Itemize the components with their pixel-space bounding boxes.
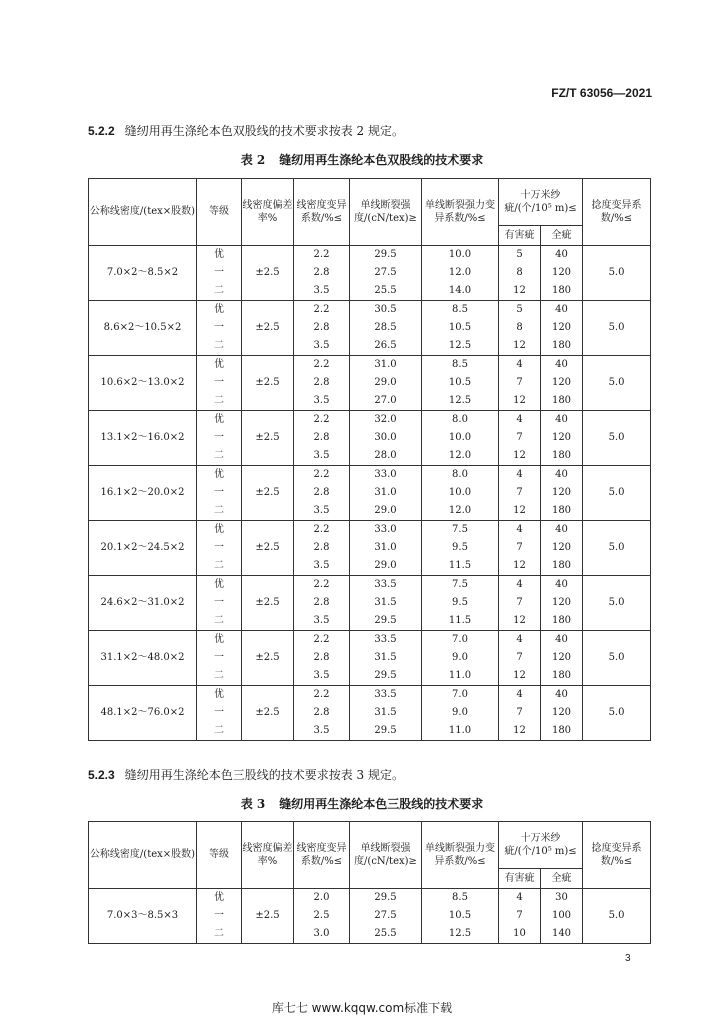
strength-cv-cell: 10.0 <box>422 429 499 447</box>
neps-harmful-cell: 4 <box>499 411 541 430</box>
table3-header <box>89 822 651 889</box>
strength-cv-cell: 7.0 <box>422 631 499 650</box>
table-row <box>89 889 651 908</box>
strength-cv-cell: 8.5 <box>422 301 499 320</box>
grade-cell: 优 <box>197 889 242 908</box>
col-neps-header: 十万米纱疵/(个/10⁵ m)≤ <box>499 822 583 869</box>
twist-cv-cell: 5.0 <box>583 246 651 301</box>
density-cell: 48.1×2～76.0×2 <box>89 686 197 741</box>
cv-cell: 3.5 <box>294 447 350 466</box>
neps-harmful-cell: 12 <box>499 612 541 631</box>
neps-harmful-cell: 12 <box>499 282 541 301</box>
twist-cv-cell: 5.0 <box>583 411 651 466</box>
table-row <box>89 301 651 320</box>
strength-cv-cell: 8.0 <box>422 411 499 430</box>
clause-number: 5.2.2 <box>88 124 115 138</box>
neps-total-cell: 40 <box>541 631 583 650</box>
cv-cell: 3.5 <box>294 337 350 356</box>
neps-harmful-cell: 12 <box>499 392 541 411</box>
strength-cell: 31.5 <box>350 704 422 722</box>
table3-caption <box>0 795 724 812</box>
neps-total-cell: 180 <box>541 337 583 356</box>
col-strength-cv-header: 单线断裂强力变异系数/%≤ <box>422 822 499 889</box>
neps-harmful-cell: 7 <box>499 907 541 925</box>
strength-cv-cell: 12.0 <box>422 447 499 466</box>
neps-total-cell: 180 <box>541 612 583 631</box>
strength-cell: 29.0 <box>350 374 422 392</box>
col-neps-header: 十万米纱疵/(个/10⁵ m)≤ <box>499 179 583 226</box>
strength-cell: 31.5 <box>350 594 422 612</box>
neps-harmful-cell: 4 <box>499 576 541 595</box>
neps-total-cell: 180 <box>541 557 583 576</box>
neps-total-cell: 40 <box>541 411 583 430</box>
strength-cv-cell: 9.5 <box>422 594 499 612</box>
clause-text: 缝纫用再生涤纶本色三股线的技术要求按表 3 规定。 <box>124 768 404 782</box>
neps-harmful-cell: 7 <box>499 594 541 612</box>
cv-cell: 3.5 <box>294 502 350 521</box>
strength-cv-cell: 8.0 <box>422 466 499 485</box>
deviation-cell: ±2.5 <box>242 521 294 576</box>
deviation-cell: ±2.5 <box>242 246 294 301</box>
neps-total-cell: 40 <box>541 686 583 705</box>
neps-total-cell: 180 <box>541 502 583 521</box>
strength-cv-cell: 12.5 <box>422 925 499 944</box>
strength-cv-cell: 11.5 <box>422 557 499 576</box>
strength-cell: 25.5 <box>350 925 422 944</box>
cv-cell: 2.2 <box>294 631 350 650</box>
col-strength-cv-header: 单线断裂强力变异系数/%≤ <box>422 179 499 246</box>
strength-cv-cell: 10.5 <box>422 374 499 392</box>
strength-cell: 29.5 <box>350 722 422 741</box>
strength-cv-cell: 10.0 <box>422 246 499 265</box>
table3-body <box>89 889 651 944</box>
density-cell: 20.1×2～24.5×2 <box>89 521 197 576</box>
neps-total-cell: 40 <box>541 356 583 375</box>
density-cell: 24.6×2～31.0×2 <box>89 576 197 631</box>
cv-cell: 3.5 <box>294 392 350 411</box>
strength-cell: 33.0 <box>350 521 422 540</box>
cv-cell: 2.2 <box>294 686 350 705</box>
table3-title: 缝纫用再生涤纶本色三股线的技术要求 <box>279 797 484 811</box>
neps-harmful-cell: 4 <box>499 521 541 540</box>
neps-harmful-cell: 7 <box>499 429 541 447</box>
cv-cell: 3.5 <box>294 282 350 301</box>
neps-total-cell: 180 <box>541 282 583 301</box>
grade-cell: 二 <box>197 392 242 411</box>
col-density-header: 公称线密度/(tex×股数) <box>89 822 197 889</box>
strength-cell: 31.0 <box>350 539 422 557</box>
twist-cv-cell: 5.0 <box>583 466 651 521</box>
grade-cell: 优 <box>197 411 242 430</box>
grade-cell: 优 <box>197 246 242 265</box>
grade-cell: 二 <box>197 667 242 686</box>
col-neps-total-header: 全疵 <box>541 869 583 889</box>
col-grade-header: 等级 <box>197 822 242 889</box>
cv-cell: 2.8 <box>294 484 350 502</box>
neps-harmful-cell: 4 <box>499 889 541 908</box>
grade-cell: 二 <box>197 447 242 466</box>
neps-harmful-cell: 12 <box>499 337 541 356</box>
strength-cv-cell: 12.0 <box>422 264 499 282</box>
cv-cell: 3.5 <box>294 722 350 741</box>
neps-total-cell: 180 <box>541 667 583 686</box>
cv-cell: 2.8 <box>294 374 350 392</box>
strength-cell: 33.5 <box>350 631 422 650</box>
cv-cell: 2.2 <box>294 301 350 320</box>
grade-cell: 优 <box>197 356 242 375</box>
twist-cv-cell: 5.0 <box>583 631 651 686</box>
cv-cell: 2.8 <box>294 594 350 612</box>
table2-label: 表 2 <box>240 153 266 167</box>
grade-cell: 优 <box>197 631 242 650</box>
col-neps-harmful-header: 有害疵 <box>499 869 541 889</box>
neps-total-cell: 40 <box>541 301 583 320</box>
neps-harmful-cell: 8 <box>499 264 541 282</box>
neps-harmful-cell: 4 <box>499 466 541 485</box>
neps-total-cell: 40 <box>541 246 583 265</box>
cv-cell: 2.8 <box>294 539 350 557</box>
col-cv-header: 线密度变异系数/%≤ <box>294 179 350 246</box>
density-cell: 7.0×2～8.5×2 <box>89 246 197 301</box>
neps-total-cell: 140 <box>541 925 583 944</box>
deviation-cell: ±2.5 <box>242 631 294 686</box>
neps-total-cell: 40 <box>541 466 583 485</box>
cv-cell: 2.8 <box>294 429 350 447</box>
cv-cell: 2.8 <box>294 264 350 282</box>
cv-cell: 3.5 <box>294 667 350 686</box>
twist-cv-cell: 5.0 <box>583 356 651 411</box>
neps-harmful-cell: 7 <box>499 484 541 502</box>
strength-cell: 29.5 <box>350 667 422 686</box>
neps-harmful-cell: 12 <box>499 557 541 576</box>
strength-cell: 28.5 <box>350 319 422 337</box>
neps-harmful-cell: 4 <box>499 686 541 705</box>
neps-total-cell: 40 <box>541 576 583 595</box>
grade-cell: 一 <box>197 319 242 337</box>
strength-cell: 31.0 <box>350 484 422 502</box>
table-row <box>89 521 651 540</box>
strength-cell: 25.5 <box>350 282 422 301</box>
col-twist-header: 捻度变异系数/%≤ <box>583 179 651 246</box>
table2-header <box>89 179 651 246</box>
strength-cv-cell: 11.5 <box>422 612 499 631</box>
deviation-cell: ±2.5 <box>242 356 294 411</box>
neps-total-cell: 120 <box>541 649 583 667</box>
strength-cell: 28.0 <box>350 447 422 466</box>
deviation-cell: ±2.5 <box>242 576 294 631</box>
grade-cell: 二 <box>197 337 242 356</box>
neps-harmful-cell: 10 <box>499 925 541 944</box>
neps-total-cell: 120 <box>541 484 583 502</box>
strength-cell: 31.0 <box>350 356 422 375</box>
col-density-header: 公称线密度/(tex×股数) <box>89 179 197 246</box>
strength-cv-cell: 9.0 <box>422 649 499 667</box>
density-cell: 16.1×2～20.0×2 <box>89 466 197 521</box>
table3 <box>88 821 651 944</box>
table-row <box>89 411 651 430</box>
page-number: 3 <box>625 953 631 964</box>
grade-cell: 一 <box>197 374 242 392</box>
neps-total-cell: 120 <box>541 704 583 722</box>
table2-body <box>89 246 651 741</box>
table2-caption <box>0 151 724 168</box>
clause-5-2-3 <box>88 766 404 783</box>
cv-cell: 2.8 <box>294 704 350 722</box>
cv-cell: 2.2 <box>294 246 350 265</box>
col-strength-header: 单线断裂强度/(cN/tex)≥ <box>350 822 422 889</box>
table3-label: 表 3 <box>240 797 266 811</box>
strength-cell: 29.5 <box>350 612 422 631</box>
strength-cell: 32.0 <box>350 411 422 430</box>
neps-harmful-cell: 7 <box>499 374 541 392</box>
cv-cell: 2.2 <box>294 576 350 595</box>
strength-cv-cell: 14.0 <box>422 282 499 301</box>
grade-cell: 二 <box>197 722 242 741</box>
clause-number: 5.2.3 <box>88 768 115 782</box>
table-row <box>89 576 651 595</box>
neps-total-cell: 180 <box>541 447 583 466</box>
cv-cell: 2.5 <box>294 907 350 925</box>
grade-cell: 一 <box>197 484 242 502</box>
neps-harmful-cell: 5 <box>499 301 541 320</box>
grade-cell: 优 <box>197 686 242 705</box>
twist-cv-cell: 5.0 <box>583 686 651 741</box>
strength-cell: 33.5 <box>350 576 422 595</box>
neps-total-cell: 120 <box>541 319 583 337</box>
deviation-cell: ±2.5 <box>242 411 294 466</box>
strength-cv-cell: 7.5 <box>422 576 499 595</box>
density-cell: 13.1×2～16.0×2 <box>89 411 197 466</box>
strength-cv-cell: 8.5 <box>422 356 499 375</box>
neps-total-cell: 180 <box>541 392 583 411</box>
cv-cell: 2.2 <box>294 411 350 430</box>
strength-cv-cell: 10.5 <box>422 907 499 925</box>
grade-cell: 优 <box>197 521 242 540</box>
neps-harmful-cell: 7 <box>499 539 541 557</box>
deviation-cell: ±2.5 <box>242 466 294 521</box>
grade-cell: 二 <box>197 282 242 301</box>
standard-code: FZ/T 63056—2021 <box>551 86 652 100</box>
strength-cv-cell: 11.0 <box>422 667 499 686</box>
table-row <box>89 686 651 705</box>
strength-cell: 29.5 <box>350 246 422 265</box>
grade-cell: 二 <box>197 925 242 944</box>
neps-harmful-cell: 5 <box>499 246 541 265</box>
grade-cell: 二 <box>197 502 242 521</box>
strength-cell: 27.5 <box>350 264 422 282</box>
neps-harmful-cell: 12 <box>499 502 541 521</box>
density-cell: 10.6×2～13.0×2 <box>89 356 197 411</box>
col-deviation-header: 线密度偏差率% <box>242 822 294 889</box>
neps-harmful-cell: 7 <box>499 649 541 667</box>
neps-total-cell: 120 <box>541 594 583 612</box>
strength-cell: 30.0 <box>350 429 422 447</box>
cv-cell: 2.2 <box>294 356 350 375</box>
cv-cell: 2.2 <box>294 466 350 485</box>
grade-cell: 一 <box>197 429 242 447</box>
density-cell: 8.6×2～10.5×2 <box>89 301 197 356</box>
strength-cell: 29.5 <box>350 889 422 908</box>
cv-cell: 2.2 <box>294 521 350 540</box>
cv-cell: 2.8 <box>294 319 350 337</box>
neps-harmful-cell: 7 <box>499 704 541 722</box>
table-row <box>89 246 651 265</box>
table-row <box>89 466 651 485</box>
neps-total-cell: 40 <box>541 521 583 540</box>
strength-cell: 31.5 <box>350 649 422 667</box>
grade-cell: 一 <box>197 704 242 722</box>
strength-cell: 27.5 <box>350 907 422 925</box>
strength-cell: 33.0 <box>350 466 422 485</box>
density-cell: 7.0×3～8.5×3 <box>89 889 197 944</box>
col-deviation-header: 线密度偏差率% <box>242 179 294 246</box>
cv-cell: 2.8 <box>294 649 350 667</box>
grade-cell: 一 <box>197 649 242 667</box>
neps-harmful-cell: 8 <box>499 319 541 337</box>
strength-cv-cell: 9.5 <box>422 539 499 557</box>
strength-cv-cell: 10.5 <box>422 319 499 337</box>
col-neps-harmful-header: 有害疵 <box>499 226 541 246</box>
strength-cv-cell: 11.0 <box>422 722 499 741</box>
twist-cv-cell: 5.0 <box>583 521 651 576</box>
grade-cell: 优 <box>197 576 242 595</box>
strength-cv-cell: 12.5 <box>422 337 499 356</box>
grade-cell: 一 <box>197 264 242 282</box>
grade-cell: 优 <box>197 466 242 485</box>
grade-cell: 一 <box>197 539 242 557</box>
grade-cell: 二 <box>197 612 242 631</box>
cv-cell: 2.0 <box>294 889 350 908</box>
strength-cell: 30.5 <box>350 301 422 320</box>
table-row <box>89 631 651 650</box>
strength-cv-cell: 7.0 <box>422 686 499 705</box>
grade-cell: 一 <box>197 594 242 612</box>
grade-cell: 二 <box>197 557 242 576</box>
col-twist-header: 捻度变异系数/%≤ <box>583 822 651 889</box>
table-row <box>89 356 651 375</box>
strength-cell: 27.0 <box>350 392 422 411</box>
neps-harmful-cell: 12 <box>499 722 541 741</box>
density-cell: 31.1×2～48.0×2 <box>89 631 197 686</box>
table2 <box>88 178 651 741</box>
neps-total-cell: 30 <box>541 889 583 908</box>
twist-cv-cell: 5.0 <box>583 889 651 944</box>
neps-harmful-cell: 12 <box>499 447 541 466</box>
strength-cv-cell: 9.0 <box>422 704 499 722</box>
cv-cell: 3.5 <box>294 612 350 631</box>
neps-total-cell: 120 <box>541 539 583 557</box>
deviation-cell: ±2.5 <box>242 301 294 356</box>
table2-title: 缝纫用再生涤纶本色双股线的技术要求 <box>279 153 484 167</box>
grade-cell: 优 <box>197 301 242 320</box>
grade-cell: 一 <box>197 907 242 925</box>
col-grade-header: 等级 <box>197 179 242 246</box>
clause-5-2-2 <box>88 122 404 139</box>
col-strength-header: 单线断裂强度/(cN/tex)≥ <box>350 179 422 246</box>
strength-cv-cell: 12.5 <box>422 392 499 411</box>
neps-harmful-cell: 12 <box>499 667 541 686</box>
cv-cell: 3.5 <box>294 557 350 576</box>
deviation-cell: ±2.5 <box>242 889 294 944</box>
cv-cell: 3.0 <box>294 925 350 944</box>
neps-harmful-cell: 4 <box>499 356 541 375</box>
twist-cv-cell: 5.0 <box>583 576 651 631</box>
strength-cv-cell: 10.0 <box>422 484 499 502</box>
neps-harmful-cell: 4 <box>499 631 541 650</box>
neps-total-cell: 120 <box>541 264 583 282</box>
strength-cv-cell: 12.0 <box>422 502 499 521</box>
clause-text: 缝纫用再生涤纶本色双股线的技术要求按表 2 规定。 <box>124 124 404 138</box>
deviation-cell: ±2.5 <box>242 686 294 741</box>
neps-total-cell: 100 <box>541 907 583 925</box>
strength-cell: 29.0 <box>350 557 422 576</box>
col-cv-header: 线密度变异系数/%≤ <box>294 822 350 889</box>
footer-watermark: 库七七 www.kqqw.com标准下载 <box>271 1001 453 1015</box>
strength-cell: 26.5 <box>350 337 422 356</box>
twist-cv-cell: 5.0 <box>583 301 651 356</box>
neps-total-cell: 120 <box>541 429 583 447</box>
strength-cv-cell: 7.5 <box>422 521 499 540</box>
neps-total-cell: 120 <box>541 374 583 392</box>
strength-cv-cell: 8.5 <box>422 889 499 908</box>
col-neps-total-header: 全疵 <box>541 226 583 246</box>
neps-total-cell: 180 <box>541 722 583 741</box>
strength-cell: 33.5 <box>350 686 422 705</box>
strength-cell: 29.0 <box>350 502 422 521</box>
